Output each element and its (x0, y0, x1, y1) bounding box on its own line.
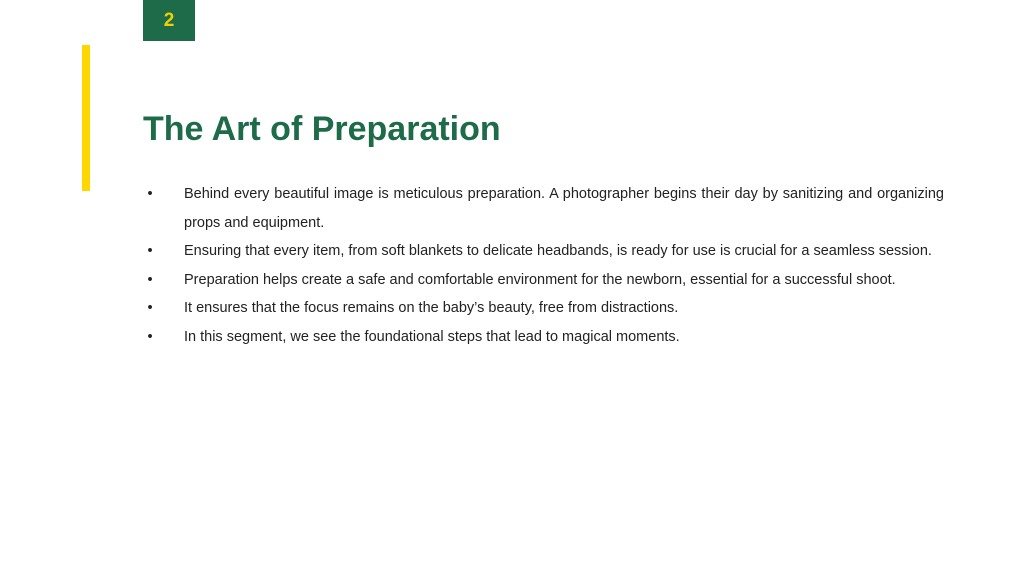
bullet-item (143, 266, 944, 295)
bullet-icon: • (147, 300, 153, 316)
bullet-item (143, 323, 944, 352)
bullet-text: Preparation helps create a safe and comfortable environment for the newborn, essential for a successful shoot. (184, 271, 896, 288)
bullet-item (143, 180, 944, 237)
bullet-item (143, 294, 944, 323)
bullet-icon: • (147, 243, 153, 259)
bullet-item (143, 237, 944, 266)
accent-bar (82, 45, 90, 191)
bullet-list (143, 180, 944, 351)
page-number: 2 (163, 9, 175, 31)
bullet-text: Ensuring that every item, from soft blankets to delicate headbands, is ready for use is crucial for a seamless session. (184, 243, 932, 259)
bullet-icon: • (147, 271, 153, 288)
bullet-icon: • (147, 328, 153, 345)
bullet-icon: • (147, 186, 153, 202)
slide-title: The Art of Preparation (143, 110, 501, 148)
bullet-text: Behind every beautiful image is meticulous preparation. A photographer begins their day by sanitizing and organizing props and equipment. (184, 186, 944, 231)
bullet-text: In this segment, we see the foundational steps that lead to magical moments. (184, 328, 680, 345)
page-number-badge (143, 0, 195, 41)
bullet-text: It ensures that the focus remains on the baby’s beauty, free from distractions. (184, 300, 679, 316)
